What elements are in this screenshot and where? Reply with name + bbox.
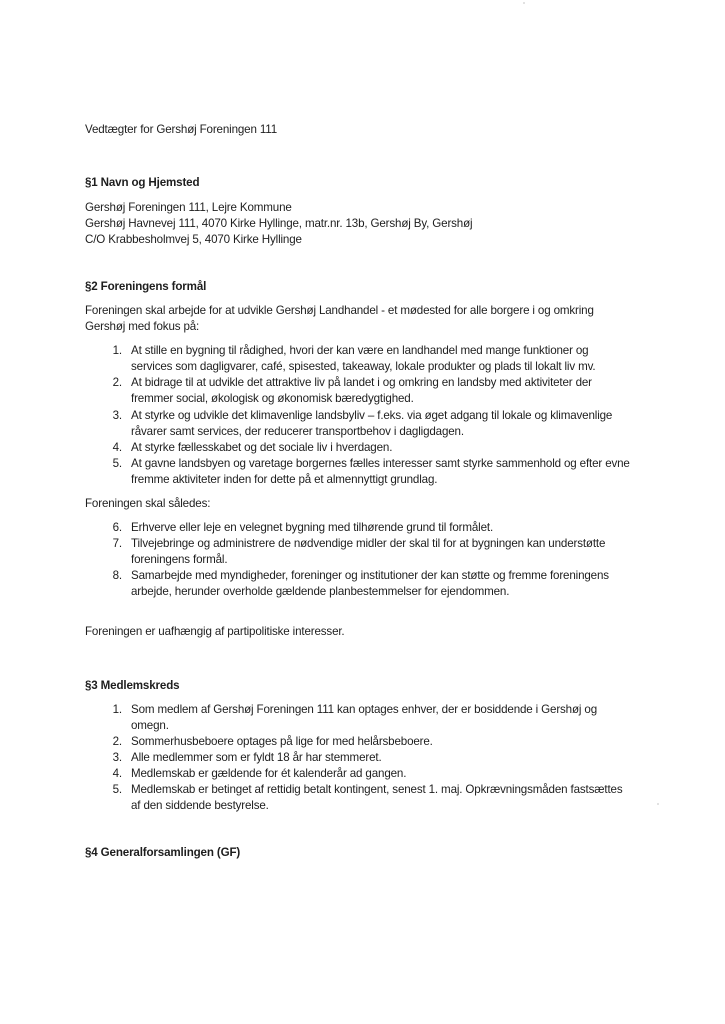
section-2-middle-text: Foreningen skal således: <box>85 497 211 510</box>
list-item-text: At gavne landsbyen og varetage borgernes fælles interesser samt styrke sammenhold og efter evne <box>131 457 630 470</box>
list-item-continuation: foreningens formål. <box>131 553 228 566</box>
section-1-line: Gershøj Havnevej 111, 4070 Kirke Hyllinge, matr.nr. 13b, Gershøj By, Gershøj <box>85 217 473 230</box>
list-item-text: Medlemskab er gældende for ét kalenderår ad gangen. <box>131 767 407 780</box>
list-item-text: Sommerhusbeboere optages på lige for med helårsbeboere. <box>131 735 433 748</box>
list-item-text: Som medlem af Gershøj Foreningen 111 kan optages enhver, der er bosiddende i Gershøj og <box>131 703 597 716</box>
section-2-intro-line: Gershøj med fokus på: <box>85 320 200 333</box>
list-item-text: At bidrage til at udvikle det attraktive liv på landet i og omkring en landsby med aktiviteter der <box>131 376 592 389</box>
list-item-continuation: råvarer samt services, der reducerer transportbehov i dagligdagen. <box>131 425 464 438</box>
list-item-number: 4. <box>112 441 122 454</box>
list-item-number: 3. <box>112 409 122 422</box>
scan-speck <box>657 803 659 805</box>
list-item-text: Samarbejde med myndigheder, foreninger og institutioner der kan støtte og fremme foreningens <box>131 569 609 582</box>
list-item-number: 1. <box>112 703 122 716</box>
list-item-text: At styrke og udvikle det klimavenlige landsbyliv – f.eks. via øget adgang til lokale og klimavenlige <box>131 409 613 422</box>
section-1-heading: §1 Navn og Hjemsted <box>85 176 200 189</box>
document-title: Vedtægter for Gershøj Foreningen 111 <box>85 123 278 136</box>
list-item-text: At stille en bygning til rådighed, hvori der kan være en landhandel med mange funktioner og <box>131 344 589 357</box>
section-1-line: C/O Krabbesholmvej 5, 4070 Kirke Hyllinge <box>85 233 302 246</box>
section-2-heading: §2 Foreningens formål <box>85 280 207 293</box>
list-item-continuation: af den siddende bestyrelse. <box>131 799 269 812</box>
list-item-continuation: services som dagligvarer, café, spisested, takeaway, lokale produkter og plads til lokalt liv mv. <box>131 360 596 373</box>
list-item-number: 8. <box>112 569 122 582</box>
list-item-continuation: fremmer social, økologisk og økonomisk bæredygtighed. <box>131 392 414 405</box>
list-item-number: 5. <box>112 783 122 796</box>
scan-speck <box>523 2 525 4</box>
list-item-number: 2. <box>112 735 122 748</box>
list-item-number: 4. <box>112 767 122 780</box>
list-item-number: 7. <box>112 537 122 550</box>
list-item-number: 6. <box>112 521 122 534</box>
list-item-continuation: omegn. <box>131 719 169 732</box>
section-2-closing-text: Foreningen er uafhængig af partipolitiske interesser. <box>85 625 345 638</box>
list-item-continuation: arbejde, herunder overholde gældende planbestemmelser for ejendommen. <box>131 585 510 598</box>
section-2-intro-line: Foreningen skal arbejde for at udvikle Gershøj Landhandel - et mødested for alle borgere i og omkring <box>85 304 594 317</box>
section-4-heading: §4 Generalforsamlingen (GF) <box>85 846 241 859</box>
list-item-number: 3. <box>112 751 122 764</box>
list-item-number: 1. <box>112 344 122 357</box>
list-item-text: Erhverve eller leje en velegnet bygning med tilhørende grund til formålet. <box>131 521 494 534</box>
section-3-heading: §3 Medlemskreds <box>85 679 180 692</box>
list-item-number: 5. <box>112 457 122 470</box>
section-1-line: Gershøj Foreningen 111, Lejre Kommune <box>85 201 292 214</box>
list-item-continuation: fremme aktiviteter inden for dette på et almennyttigt grundlag. <box>131 473 438 486</box>
list-item-number: 2. <box>112 376 122 389</box>
list-item-text: Medlemskab er betinget af rettidig betalt kontingent, senest 1. maj. Opkrævningsmåden fastsættes <box>131 783 623 796</box>
list-item-text: Alle medlemmer som er fyldt 18 år har stemmeret. <box>131 751 382 764</box>
list-item-text: Tilvejebringe og administrere de nødvendige midler der skal til for at bygningen kan understøtte <box>131 537 606 550</box>
list-item-text: At styrke fællesskabet og det sociale liv i hverdagen. <box>131 441 393 454</box>
